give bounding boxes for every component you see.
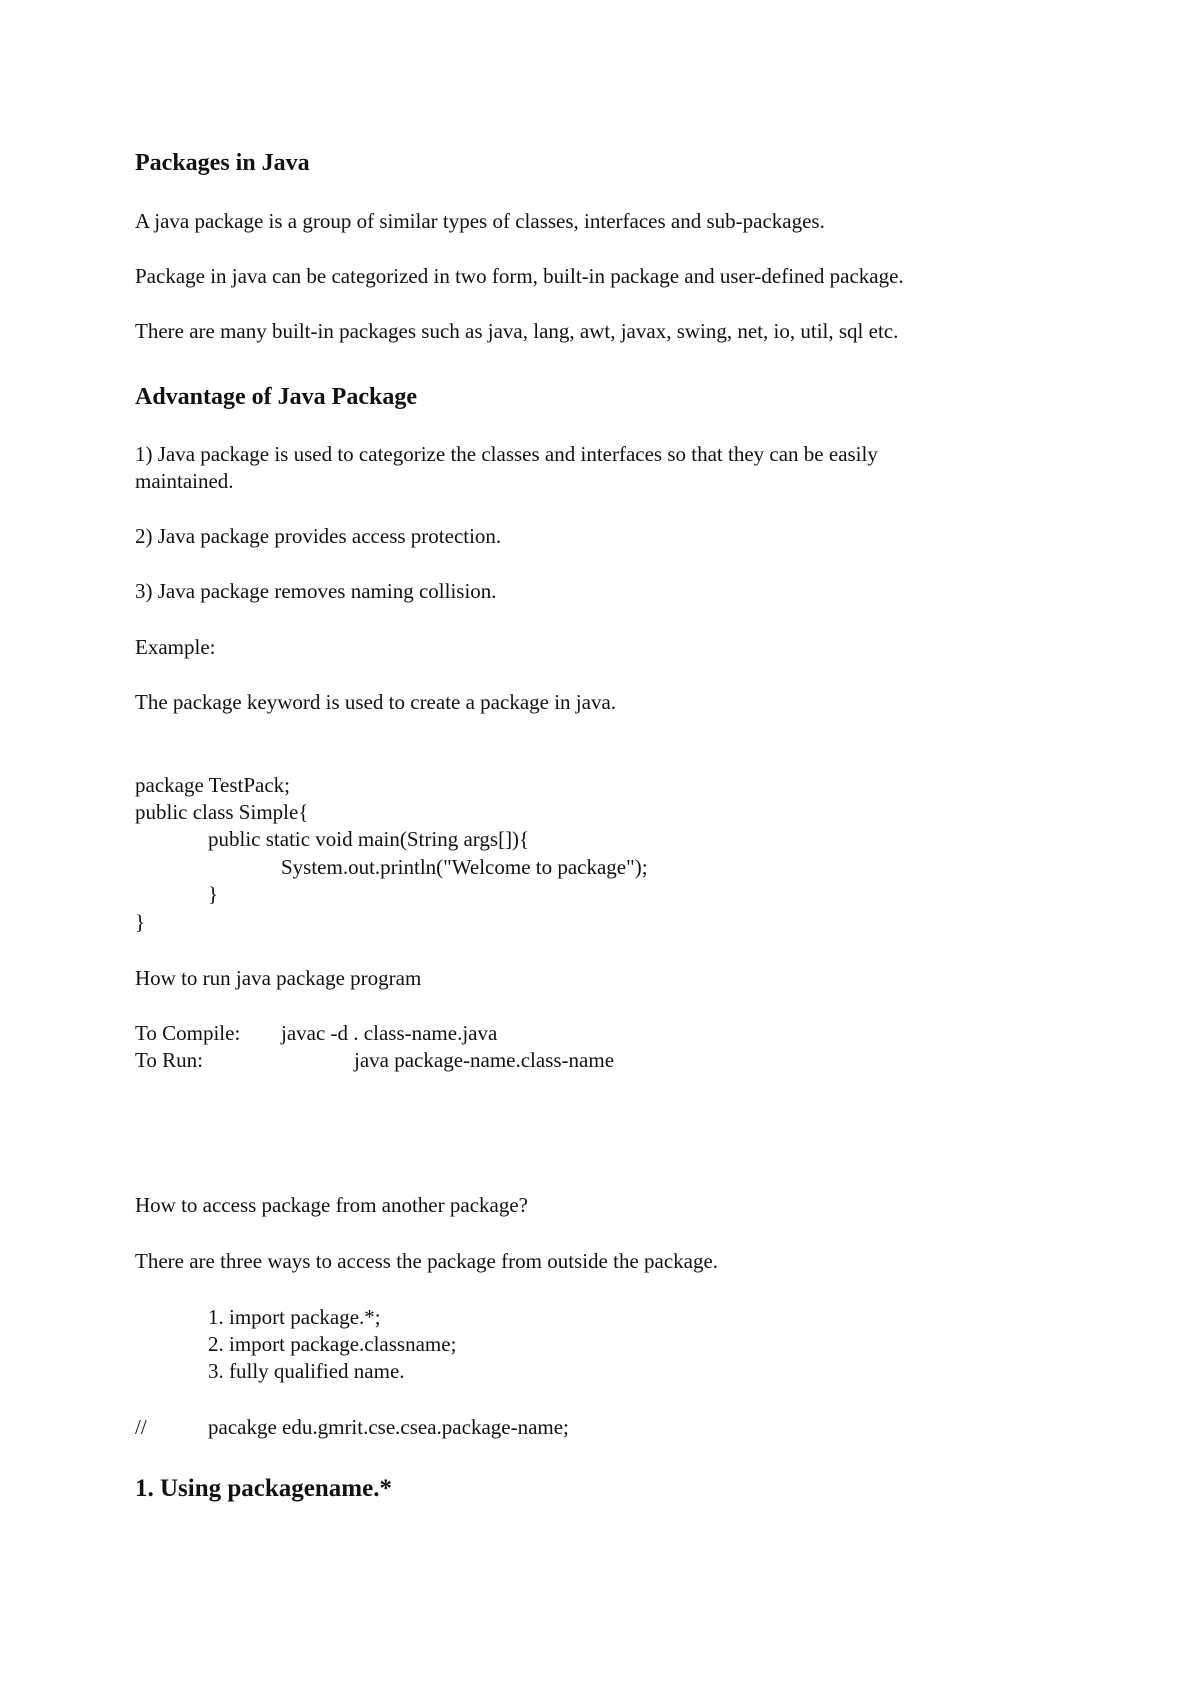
access-question: How to access package from another package? <box>135 1193 528 1217</box>
advantage-point-1-line-2: maintained. <box>135 469 234 493</box>
comment-marker: // <box>135 1415 147 1439</box>
advantage-heading: Advantage of Java Package <box>135 384 417 410</box>
intro-paragraph-2: Package in java can be categorized in two form, built-in package and user-defined package. <box>135 264 904 288</box>
intro-paragraph-1: A java package is a group of similar types of classes, interfaces and sub-packages. <box>135 209 825 233</box>
code-line: } <box>135 910 146 934</box>
code-line: package TestPack; <box>135 773 290 797</box>
code-line: public class Simple{ <box>135 800 309 824</box>
access-description: There are three ways to access the package from outside the package. <box>135 1249 719 1273</box>
example-description: The package keyword is used to create a package in java. <box>135 690 617 714</box>
compile-label: To Compile: <box>135 1021 241 1045</box>
intro-paragraph-3: There are many built-in packages such as java, lang, awt, javax, swing, net, io, util, sql etc. <box>135 319 899 343</box>
comment-text: pacakge edu.gmrit.cse.csea.package-name; <box>208 1415 569 1439</box>
page-title: Packages in Java <box>135 150 310 176</box>
run-label: To Run: <box>135 1048 203 1072</box>
run-heading: How to run java package program <box>135 966 422 990</box>
list-item: 2. import package.classname; <box>208 1332 457 1356</box>
example-label: Example: <box>135 635 216 659</box>
compile-command: javac -d . class-name.java <box>281 1021 498 1045</box>
code-line: System.out.println("Welcome to package"); <box>281 855 648 879</box>
advantage-point-3: 3) Java package removes naming collision. <box>135 579 497 603</box>
advantage-point-2: 2) Java package provides access protection. <box>135 524 502 548</box>
code-line: public static void main(String args[]){ <box>208 827 530 851</box>
code-line: } <box>208 882 219 906</box>
list-item: 3. fully qualified name. <box>208 1359 405 1383</box>
section-1-heading: 1. Using packagename.* <box>135 1475 392 1502</box>
list-item: 1. import package.*; <box>208 1305 381 1329</box>
run-command: java package-name.class-name <box>354 1048 615 1072</box>
advantage-point-1-line-1: 1) Java package is used to categorize the classes and interfaces so that they can be easily <box>135 442 878 466</box>
